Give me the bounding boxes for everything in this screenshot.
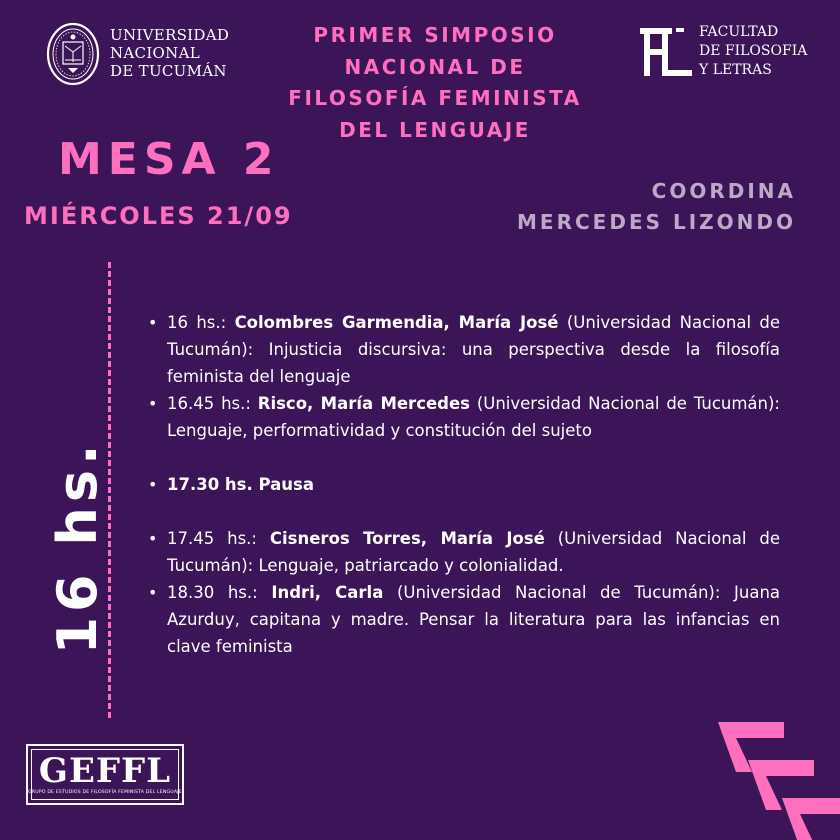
ffyl-name-line: Y LETRAS [699,62,772,78]
unt-name-line: NACIONAL [110,44,200,62]
item-author: Cisneros Torres, María José [269,529,545,548]
schedule-pause [148,471,780,498]
pause-label: 17.30 hs. Pausa [167,475,315,494]
mesa-title: MESA 2 [58,134,280,185]
mesa-date: MIÉRCOLES 21/09 [24,202,293,230]
symposium-title [270,20,600,146]
item-detail: (Universidad Nacional de Tucumán): Lenguaje, performatividad y constitución del sujeto [167,394,780,440]
title-line: DEL LENGUAJE [339,117,531,142]
geffl-logo [26,744,184,805]
item-time: 17.45 hs.: [167,529,257,548]
unt-name-line: DE TUCUMÁN [110,62,227,80]
coordinator-name: MERCEDES LIZONDO [517,210,796,234]
university-seal-icon [46,22,100,86]
schedule-list [148,309,780,660]
item-detail: (Universidad Nacional de Tucumán): Injusticia discursiva: una perspectiva desde la filosofía feminista del lenguaje [167,313,781,386]
schedule-item [148,579,780,660]
item-detail: (Universidad Nacional de Tucumán): Lenguaje, patriarcado y colonialidad. [167,529,781,575]
unt-name-line: UNIVERSIDAD [110,26,230,44]
schedule-item [148,309,780,390]
title-line: NACIONAL DE [344,54,526,79]
fl-monogram-icon [636,22,696,82]
item-time: 16.45 hs.: [167,394,251,413]
vertical-time [46,439,109,655]
item-author: Colombres Garmendia, María José [234,313,559,332]
ffyl-name-line: DE FILOSOFIA [699,43,808,59]
title-line: FILOSOFÍA FEMINISTA [288,86,582,110]
unt-name [110,26,250,80]
ffyl-name-line: FACULTAD [699,24,779,40]
item-time: 16 hs.: [167,313,227,332]
coordination-label: COORDINA [651,179,796,203]
item-author: Risco, María Mercedes [257,394,470,413]
dashed-divider [108,262,111,718]
geffl-subtitle: GRUPO DE ESTUDIOS DE FILOSOFÍA FEMINISTA DEL LENGUAJE [28,790,182,795]
chevron-decoration-icon [700,712,840,840]
ffyl-name [699,23,829,80]
geffl-word: GEFFL [38,751,172,791]
item-author: Indri, Carla [271,583,384,602]
item-time: 18.30 hs.: [167,583,258,602]
item-detail: (Universidad Nacional de Tucumán): Juana Azurduy, capitana y madre. Pensar la literatura para las infancias en clave feminista [167,583,781,656]
vertical-time-text: 16 hs. [46,439,109,655]
title-line: PRIMER SIMPOSIO [313,23,557,47]
schedule-item [148,525,780,579]
schedule-item [148,390,780,444]
